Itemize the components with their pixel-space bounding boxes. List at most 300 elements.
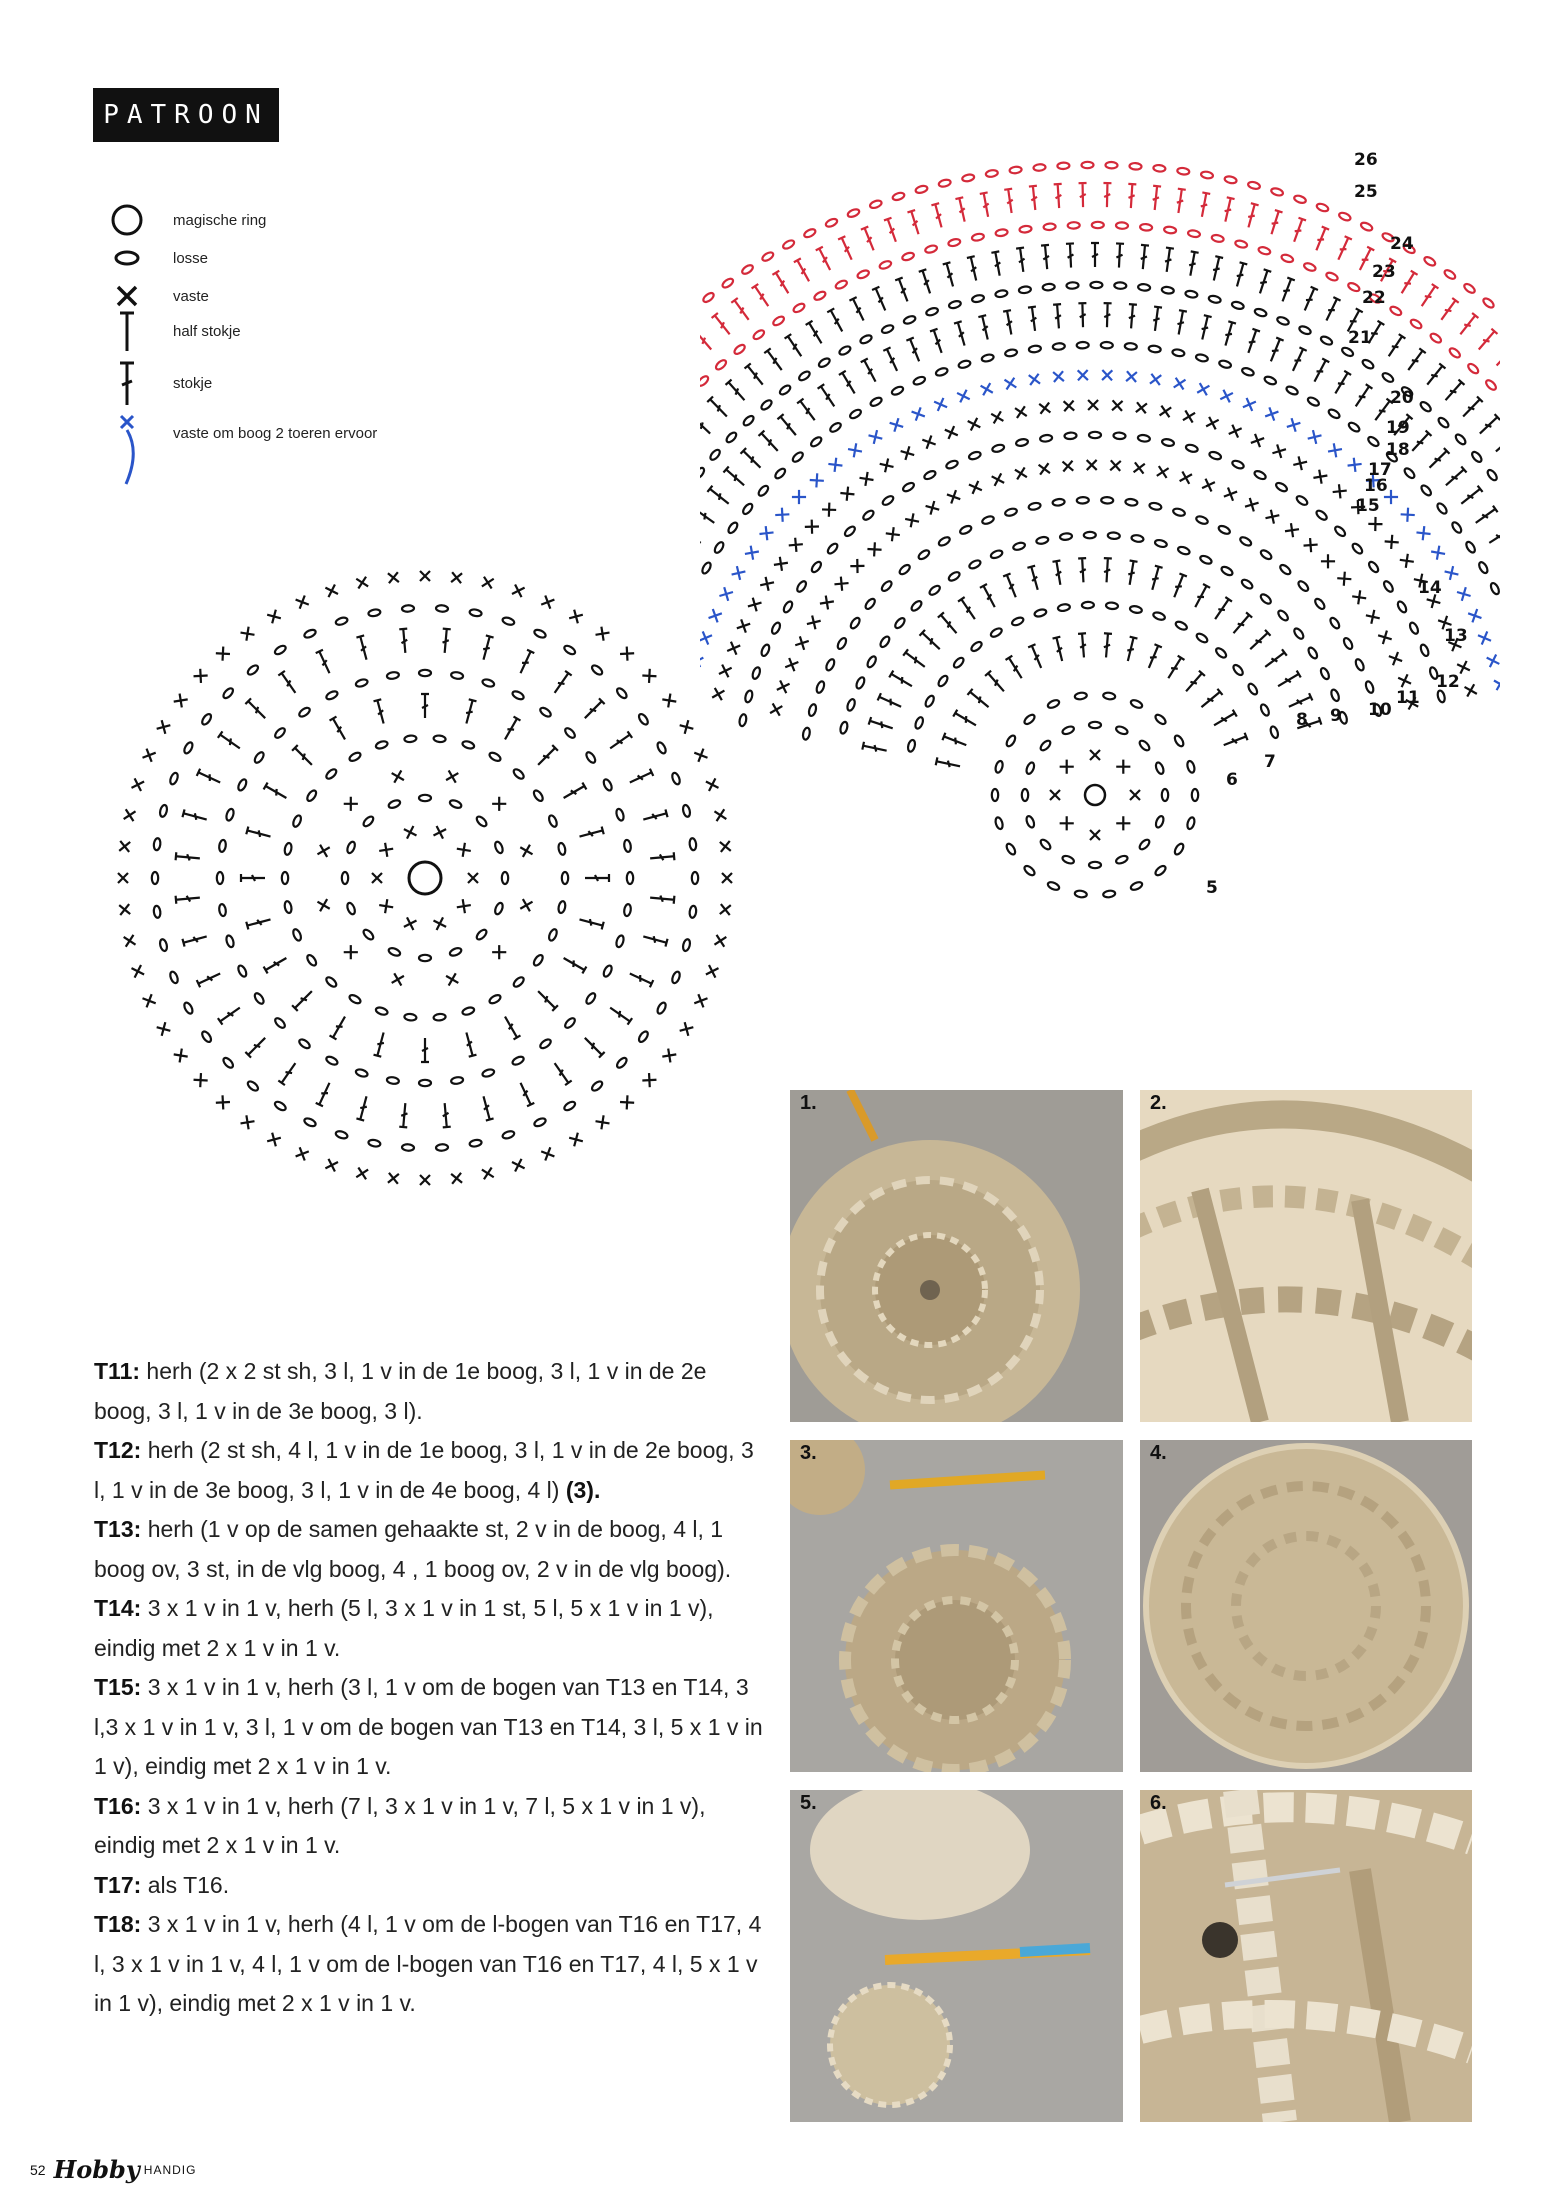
ch-symbol <box>375 740 388 750</box>
ch-symbol <box>1307 396 1321 407</box>
dc-symbol <box>1183 671 1205 694</box>
sc-symbol <box>719 665 732 678</box>
sc-symbol <box>1337 572 1351 586</box>
ch-symbol <box>284 842 293 855</box>
sc-symbol <box>905 513 919 527</box>
ch-symbol <box>898 563 911 576</box>
ch-symbol <box>1103 692 1116 700</box>
legend-item-magic-ring <box>105 200 266 240</box>
sc-symbol <box>267 610 281 624</box>
ch-symbol <box>1005 349 1018 358</box>
dc-symbol <box>1148 566 1162 591</box>
ch-symbol <box>1316 202 1330 212</box>
ch-symbol <box>903 315 917 325</box>
dc-symbol <box>700 527 703 547</box>
ch-symbol <box>1409 318 1423 330</box>
dc-symbol <box>953 710 978 729</box>
sc-symbol <box>1206 417 1219 430</box>
ch-symbol <box>1154 713 1167 726</box>
ch-symbol <box>1089 432 1101 438</box>
dc-symbol <box>861 359 879 384</box>
dc-symbol <box>1233 262 1247 287</box>
ch-symbol <box>563 1100 577 1112</box>
sc-symbol <box>325 1159 338 1172</box>
sc-symbol <box>1478 631 1491 644</box>
ch-symbol <box>709 448 722 461</box>
sc-symbol <box>1015 406 1027 418</box>
ch-symbol <box>623 904 631 917</box>
dc-symbol <box>1268 210 1283 235</box>
sc-symbol <box>719 587 733 601</box>
row-number: 22 <box>1362 288 1386 308</box>
dc-symbol <box>741 448 764 471</box>
sc-symbol <box>1039 403 1050 414</box>
ch-symbol <box>782 239 796 250</box>
sc-symbol <box>1060 816 1074 830</box>
dc-symbol <box>463 699 477 724</box>
ch-symbol <box>1330 689 1341 703</box>
ch-symbol <box>292 928 303 942</box>
ch-symbol <box>346 902 357 916</box>
ch-symbol <box>928 584 941 596</box>
dc-symbol <box>441 1103 451 1128</box>
dc-symbol <box>578 916 603 930</box>
legend-label: losse <box>173 249 209 267</box>
ch-symbol <box>1025 815 1036 829</box>
dc-symbol <box>920 630 943 652</box>
dc-symbol <box>1198 315 1211 340</box>
legend-label: vaste om boog 2 toeren ervoor <box>173 424 378 442</box>
ch-symbol <box>325 1055 339 1066</box>
ch-symbol <box>938 536 952 548</box>
dc-symbol <box>1427 448 1450 471</box>
dc-symbol <box>723 466 746 488</box>
ch-symbol <box>721 277 734 289</box>
dc-symbol <box>1352 384 1372 408</box>
ch-symbol <box>1360 221 1374 232</box>
sc-symbol <box>1352 590 1366 604</box>
ch-symbol <box>1315 509 1328 522</box>
photo-4 <box>1140 1440 1472 1772</box>
ch-symbol <box>1177 167 1190 175</box>
dc-symbol <box>869 717 894 732</box>
ch-symbol <box>218 839 226 852</box>
ch-symbol <box>153 838 161 851</box>
doily-with-hook-image <box>790 1440 1123 1772</box>
row-number: 19 <box>1386 418 1410 438</box>
row-number: 16 <box>1364 476 1388 496</box>
dc-symbol <box>578 827 603 841</box>
sc-symbol <box>1265 510 1279 524</box>
sc-symbol <box>1174 378 1186 390</box>
sc-symbol <box>774 557 788 571</box>
ch-symbol <box>1408 621 1419 635</box>
dc-symbol <box>1041 245 1051 270</box>
sc-symbol <box>1126 371 1137 382</box>
dc-symbol <box>1066 243 1075 267</box>
dc-symbol <box>816 247 834 272</box>
ch-symbol <box>1448 347 1461 360</box>
ch-symbol <box>511 690 525 701</box>
ch-symbol <box>1235 239 1248 248</box>
row-number: 7 <box>1264 752 1276 772</box>
dc-symbol <box>700 329 714 352</box>
ch-symbol <box>810 560 823 573</box>
sc-symbol <box>810 473 824 487</box>
ch-symbol <box>1382 580 1394 593</box>
ch-symbol <box>792 302 806 314</box>
dc-symbol <box>978 315 991 340</box>
ch-symbol <box>532 789 544 802</box>
ch-symbol <box>1047 881 1061 892</box>
ch-symbol <box>1208 451 1221 461</box>
ch-symbol <box>869 396 883 407</box>
sc-symbol <box>1416 526 1430 540</box>
row-number: 6 <box>1226 770 1238 790</box>
dc-symbol <box>1052 561 1064 586</box>
ch-symbol <box>880 580 893 593</box>
ch-symbol <box>488 993 502 1005</box>
dc-symbol <box>1230 612 1252 635</box>
sc-symbol <box>840 487 854 501</box>
ch-symbol <box>325 976 338 989</box>
ch-symbol <box>1403 467 1416 480</box>
ch-symbol <box>1125 498 1138 506</box>
ch-symbol <box>1103 890 1116 898</box>
ch-symbol <box>1195 632 1209 644</box>
dc-symbol <box>931 203 945 228</box>
sc-symbol <box>714 935 726 947</box>
dc-symbol <box>1091 243 1099 267</box>
dc-symbol <box>330 1015 349 1040</box>
ch-symbol <box>859 334 873 345</box>
dc-symbol <box>818 384 838 408</box>
sc-symbol <box>712 688 724 700</box>
sc-symbol <box>834 577 848 591</box>
ch-symbol <box>1047 699 1061 710</box>
ch-symbol <box>512 768 525 781</box>
dc-symbol <box>292 988 315 1011</box>
photo-number: 3. <box>800 1442 817 1464</box>
ch-symbol <box>1313 597 1326 610</box>
sc-symbol <box>1039 463 1050 474</box>
sc-symbol <box>860 472 874 486</box>
dc-symbol <box>1127 184 1136 208</box>
ch-symbol <box>451 671 464 679</box>
ch-symbol <box>825 658 836 672</box>
ch-symbol <box>1090 282 1102 288</box>
dc-symbol <box>700 506 717 526</box>
sc-symbol <box>372 873 382 883</box>
sc-symbol <box>451 572 462 583</box>
ch-symbol <box>1208 295 1221 304</box>
instruction-row: T18: 3 x 1 v in 1 v, herh (4 l, 1 v om de l-bogen van T16 en T17, 4 l, 3 x 1 v in 1 v, 4 l, 1 v om de l-bogen van T16 en T17, 4 l, 5 x 1 v in 1 v), eindig met 2 x 1 v in 1 v. <box>94 1911 762 2016</box>
dc-symbol <box>608 1004 632 1024</box>
sc-symbol <box>1102 370 1112 380</box>
sc-symbol <box>775 508 789 522</box>
ch-symbol <box>1320 335 1334 346</box>
ch-symbol <box>1149 502 1162 511</box>
ch-symbol <box>1077 497 1089 504</box>
dc-symbol <box>1487 527 1500 547</box>
legend-item-dc <box>105 358 212 408</box>
ch-symbol <box>879 260 893 270</box>
ch-symbol <box>1114 282 1126 289</box>
sc-symbol <box>1321 554 1335 568</box>
ch-symbol <box>386 1076 399 1084</box>
dc-symbol <box>1267 338 1283 363</box>
dc-symbol <box>1459 486 1483 507</box>
dc-symbol <box>903 649 927 670</box>
ch-symbol <box>1240 578 1253 590</box>
sc-symbol <box>1333 484 1347 498</box>
ch-symbol <box>533 1117 547 1128</box>
ch-symbol <box>907 739 916 752</box>
ch-symbol <box>1295 494 1308 506</box>
sc-symbol <box>194 669 208 683</box>
ch-symbol <box>436 605 448 612</box>
sc-symbol <box>142 994 155 1007</box>
dc-symbol <box>942 733 967 749</box>
dc-symbol <box>906 338 922 363</box>
ch-symbol <box>615 808 625 821</box>
ch-symbol <box>388 799 402 810</box>
ch-symbol <box>815 680 825 694</box>
legend-label: magische ring <box>173 211 267 229</box>
ch-symbol <box>952 656 965 669</box>
sc-symbol <box>379 899 393 913</box>
ch-symbol <box>253 751 265 764</box>
sc-symbol <box>131 778 144 791</box>
sc-symbol <box>388 572 399 583</box>
sc-symbol <box>880 459 894 473</box>
sc-symbol <box>1251 434 1264 447</box>
ch-symbol <box>563 644 577 656</box>
sc-symbol <box>124 809 136 821</box>
dc-symbol <box>797 399 818 423</box>
ch-symbol <box>563 1016 576 1029</box>
ch-symbol <box>1106 602 1119 609</box>
ch-symbol <box>335 1130 348 1140</box>
sc-symbol <box>1401 508 1415 522</box>
dc-symbol <box>562 955 587 974</box>
dc-symbol <box>785 334 805 358</box>
ch-symbol <box>741 264 755 276</box>
ch-symbol <box>1148 345 1161 353</box>
dc-symbol <box>582 698 605 721</box>
ch-symbol <box>511 1055 525 1066</box>
dc-symbol <box>1409 431 1431 454</box>
page-number: 52 <box>30 2161 46 2178</box>
ch-symbol <box>615 687 628 700</box>
dc-symbol <box>1103 558 1112 582</box>
ch-symbol <box>701 561 713 575</box>
row-number: 15 <box>1356 496 1380 516</box>
ch-symbol <box>925 307 938 317</box>
ch-symbol <box>602 964 613 978</box>
sc-symbol <box>1134 462 1145 473</box>
dc-symbol <box>764 348 785 372</box>
sc-symbol <box>356 1167 368 1179</box>
dc-symbol <box>1029 186 1039 211</box>
ch-symbol <box>1419 400 1432 413</box>
ch-symbol <box>990 627 1004 639</box>
ch-symbol <box>869 199 882 209</box>
dc-symbol <box>849 297 867 322</box>
dc-symbol <box>1276 671 1301 690</box>
dc-symbol <box>1385 334 1405 358</box>
ch-symbol <box>1275 481 1289 493</box>
ch-symbol <box>1115 854 1129 865</box>
ch-symbol <box>1066 282 1078 289</box>
ch-symbol <box>1173 842 1185 856</box>
ch-symbol <box>1061 725 1075 736</box>
dc-symbol <box>517 650 534 675</box>
ch-symbol <box>866 655 878 669</box>
ch-symbol <box>225 808 235 821</box>
ch-symbol <box>1105 162 1117 169</box>
sc-symbol <box>1064 401 1075 412</box>
ch-symbol <box>590 1080 603 1093</box>
sc-symbol <box>890 418 904 432</box>
ch-symbol <box>1231 301 1244 311</box>
dc-symbol <box>241 874 265 882</box>
ch-symbol <box>751 666 761 679</box>
ch-symbol <box>761 251 775 263</box>
sc-symbol <box>1130 790 1140 800</box>
ch-symbol <box>836 637 848 651</box>
ch-symbol <box>1012 541 1025 551</box>
sc-symbol <box>1468 609 1481 622</box>
ch-symbol <box>1367 435 1380 447</box>
row-number: 14 <box>1418 578 1442 598</box>
photo-1 <box>790 1090 1123 1422</box>
ch-symbol <box>1034 608 1047 618</box>
ch-symbol <box>615 1056 628 1069</box>
ch-symbol <box>829 421 842 433</box>
dc-symbol <box>861 227 877 252</box>
ch-symbol <box>1113 432 1125 439</box>
ch-symbol <box>725 431 738 444</box>
ch-symbol <box>938 179 951 188</box>
dc-symbol <box>707 397 729 420</box>
ch-symbol <box>558 842 567 855</box>
ch-symbol <box>419 1080 431 1086</box>
sc-symbol <box>805 520 819 534</box>
ch-symbol <box>1154 539 1167 548</box>
dc-symbol <box>608 731 632 751</box>
ch-symbol <box>159 804 168 817</box>
ch-symbol <box>1108 532 1120 539</box>
ch-symbol <box>856 269 870 280</box>
dc-symbol <box>197 970 222 987</box>
ch-symbol <box>183 741 194 755</box>
sc-symbol <box>131 965 144 978</box>
ch-symbol <box>1303 262 1317 272</box>
ch-symbol <box>656 741 667 755</box>
ch-symbol <box>159 938 168 951</box>
sc-symbol <box>912 407 925 420</box>
ch-symbol <box>558 901 567 914</box>
sc-symbol <box>1183 410 1195 422</box>
sc-symbol <box>1465 684 1477 696</box>
sc-symbol <box>404 826 417 839</box>
dc-symbol <box>1245 203 1259 228</box>
dc-symbol <box>245 698 268 721</box>
dc-symbol <box>1313 227 1329 252</box>
ch-symbol <box>502 872 508 884</box>
sc-symbol <box>482 1167 494 1179</box>
ch-symbol <box>1429 332 1442 344</box>
ch-symbol <box>1005 842 1017 856</box>
ch-symbol <box>246 664 259 677</box>
ch-symbol <box>1293 627 1305 640</box>
dc-symbol <box>955 197 968 222</box>
sc-symbol <box>446 770 458 782</box>
ch-symbol <box>388 947 402 958</box>
row-number: 21 <box>1348 328 1372 348</box>
ch-symbol <box>1327 408 1341 420</box>
photo-number: 6. <box>1150 1792 1167 1814</box>
ch-symbol <box>246 1080 259 1093</box>
sc-symbol <box>1400 554 1414 568</box>
ch-symbol <box>1258 246 1271 256</box>
sc-symbol <box>1150 374 1161 385</box>
double-crochet-icon <box>115 359 139 407</box>
dc-symbol <box>862 742 887 755</box>
ch-symbol <box>482 678 495 688</box>
sc-symbol <box>968 418 981 431</box>
ch-symbol <box>935 367 948 377</box>
sc-symbol <box>1245 498 1259 512</box>
ch-symbol <box>1423 255 1437 267</box>
ch-symbol <box>1077 342 1089 349</box>
ch-symbol <box>1131 534 1144 542</box>
ch-symbol <box>700 375 710 388</box>
ch-symbol <box>1089 862 1101 868</box>
sc-symbol <box>420 1175 430 1185</box>
brand-subtitle: HANDIG <box>143 2162 197 2177</box>
ch-symbol <box>1152 611 1165 621</box>
sc-symbol <box>241 627 255 641</box>
dc-symbol <box>502 717 521 742</box>
dc-symbol <box>421 694 429 718</box>
photo-number: 1. <box>800 1092 817 1114</box>
sc-symbol <box>482 577 494 589</box>
sc-symbol <box>700 631 712 644</box>
dc-symbol <box>907 210 922 235</box>
sc-symbol <box>520 899 532 911</box>
ch-symbol <box>1175 620 1189 631</box>
instruction-row: T13: herh (1 v op de samen gehaakte st, 2 v in de boog, 4 l, 1 boog ov, 3 st, in de vlg boog, 4 , 1 boog ov, 2 v in de vlg boog). <box>94 1516 732 1582</box>
dc-symbol <box>1212 597 1232 621</box>
ch-symbol <box>1269 725 1279 738</box>
row-number: 12 <box>1436 672 1460 692</box>
dc-symbol <box>954 321 968 346</box>
dc-symbol <box>1053 304 1063 329</box>
dc-symbol <box>642 809 667 823</box>
ch-symbol <box>469 609 482 618</box>
dc-symbol <box>938 612 960 635</box>
ch-symbol <box>462 740 475 750</box>
sc-symbol <box>296 1147 309 1160</box>
ch-symbol <box>355 678 368 688</box>
photo-number: 2. <box>1150 1092 1167 1114</box>
ch-symbol <box>548 928 559 942</box>
dc-symbol <box>1004 189 1015 214</box>
ch-symbol <box>1486 468 1499 481</box>
ch-symbol <box>782 600 794 614</box>
